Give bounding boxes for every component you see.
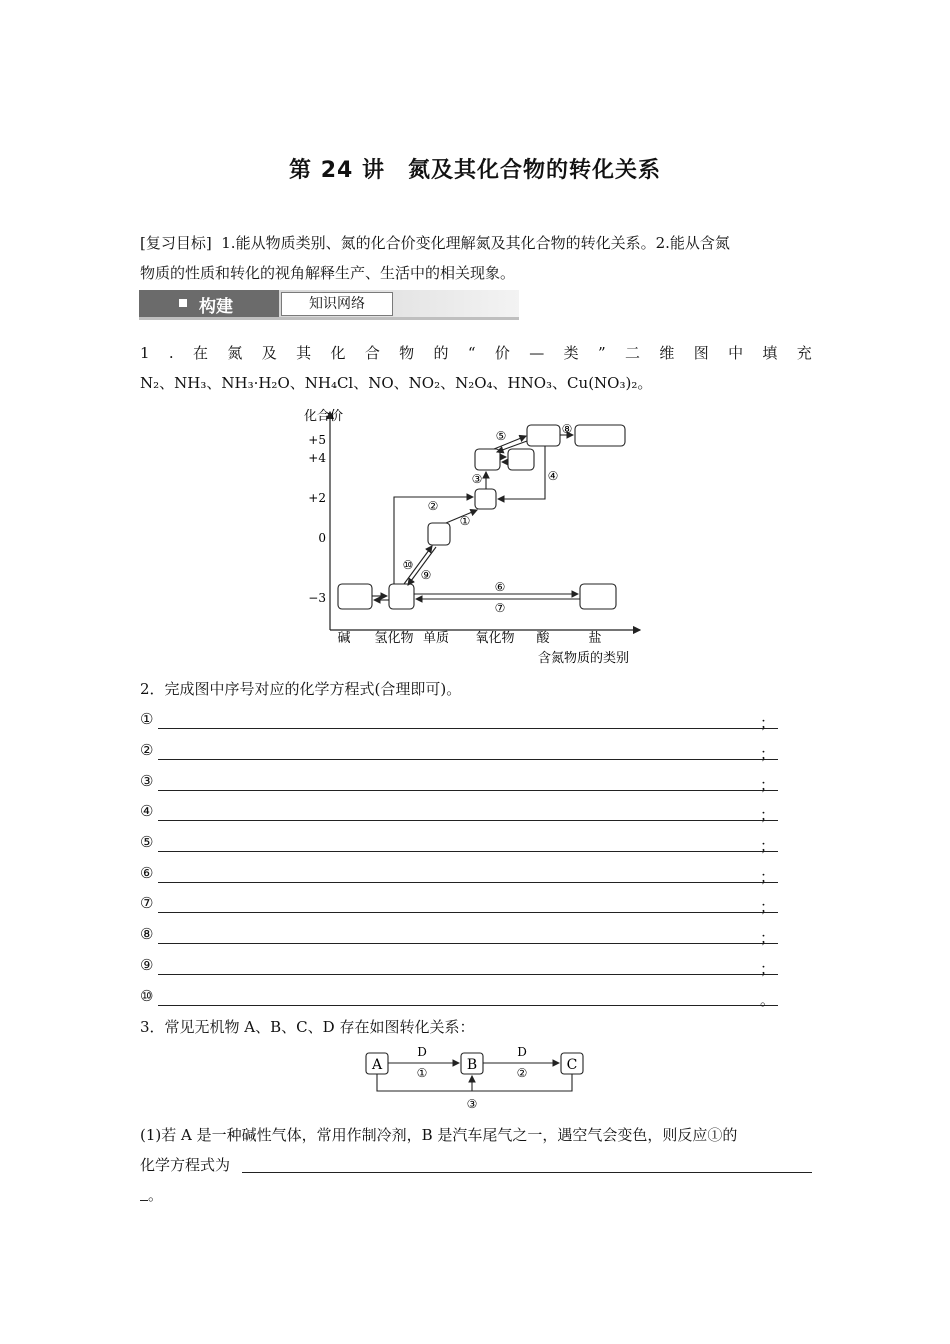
marker-1: ①	[459, 514, 471, 528]
answer-blank-1[interactable]: ① ；	[140, 706, 820, 736]
x-tick-oxide: 氧化物	[475, 631, 515, 646]
marker-8: ⑧	[561, 422, 573, 436]
square-bullet-icon	[179, 299, 187, 307]
marker-9: ⑨	[420, 568, 432, 582]
box-base	[338, 584, 372, 609]
reagent-d-1: D	[417, 1045, 427, 1059]
box-element	[428, 523, 450, 545]
label-c: C	[566, 1057, 578, 1073]
question-2: 2．完成图中序号对应的化学方程式(合理即可)。	[140, 680, 462, 698]
box-plus5-salt	[575, 425, 625, 446]
y-tick-plus5: +5	[308, 433, 326, 447]
y-axis-label: 化合价	[304, 409, 344, 424]
box-hydride	[389, 584, 414, 609]
marker-10: ⑩	[402, 558, 414, 572]
step-3: ③	[466, 1097, 478, 1111]
box-plus4-oxide-a	[475, 449, 500, 470]
answer-blank-10[interactable]: ⑩ 。	[140, 983, 820, 1013]
answer-blank-6[interactable]: ⑥ ；	[140, 860, 820, 890]
y-tick-plus2: +2	[308, 491, 326, 505]
question-1-line-1: 1 . 在 氮 及 其 化 合 物 的 “ 价 — 类 ” 二 维 图 中 填 充	[140, 344, 812, 362]
marker-5: ⑤	[495, 429, 507, 443]
x-axis-label: 含氮物质的类别	[538, 651, 630, 666]
marker-4: ④	[547, 469, 559, 483]
answer-blank-4[interactable]: ④ ；	[140, 798, 820, 828]
y-tick-plus4: +4	[308, 451, 326, 465]
x-tick-base: 碱	[337, 631, 351, 646]
question-3-part-1	[140, 1120, 812, 1210]
marker-6: ⑥	[494, 580, 506, 594]
marker-3: ③	[471, 472, 483, 486]
box-minus3-salt	[580, 584, 616, 609]
q3-sub1-line1: (1)若 A 是一种碱性气体，常用作制冷剂，B 是汽车尾气之一，遇空气会变色，则反应①的	[140, 1126, 738, 1144]
answer-blank-9[interactable]: ⑨ ；	[140, 952, 820, 982]
answer-blank-2[interactable]: ② ；	[140, 737, 820, 767]
x-tick-acid: 酸	[536, 631, 550, 646]
step-1: ①	[416, 1066, 428, 1080]
label-a: A	[371, 1057, 383, 1073]
review-objectives	[140, 228, 812, 288]
answer-blank-5[interactable]: ⑤ ；	[140, 829, 820, 859]
label-b: B	[466, 1057, 478, 1073]
y-tick-0: 0	[318, 531, 326, 545]
question-1	[140, 338, 812, 398]
box-plus4-oxide-b	[508, 449, 534, 470]
objectives-label: [复习目标]	[140, 234, 212, 252]
box-plus2-oxide	[475, 489, 496, 509]
banner-section-label: 构建	[199, 297, 233, 317]
objectives-text-1: 1.能从物质类别、氮的化合价变化理解氮及其化合物的转化关系。2.能从含氮	[221, 234, 730, 252]
reagent-d-2: D	[517, 1045, 527, 1059]
answer-blank-7[interactable]: ⑦ ；	[140, 890, 820, 920]
page-title: 第 24 讲 氮及其化合物的转化关系	[289, 158, 661, 183]
arrow-a-to-c-path	[377, 1074, 572, 1091]
question-3: 3．常见无机物 A、B、C、D 存在如图转化关系：	[140, 1018, 475, 1036]
x-tick-salt: 盐	[588, 631, 602, 646]
step-2: ②	[516, 1066, 528, 1080]
answer-blank-3[interactable]: ③ ；	[140, 768, 820, 798]
marker-7: ⑦	[494, 601, 506, 615]
y-tick-minus3: −3	[308, 591, 326, 605]
section-banner	[139, 290, 519, 320]
objectives-text-2: 物质的性质和转化的视角解释生产、生活中的相关现象。	[140, 264, 516, 282]
question-1-line-2: N₂、NH₃、NH₃·H₂O、NH₄Cl、NO、NO₂、N₂O₄、HNO₃、Cu(NO₃)₂。	[140, 374, 653, 392]
x-tick-hydride: 氢化物	[374, 631, 414, 646]
answer-blank-q3-1[interactable]	[242, 1172, 812, 1173]
abc-conversion-diagram	[360, 1045, 590, 1115]
marker-2: ②	[427, 499, 439, 513]
valence-class-diagram	[290, 398, 670, 670]
x-tick-element: 单质	[422, 631, 450, 646]
q3-sub1-end: 。	[148, 1186, 164, 1204]
answer-blank-8[interactable]: ⑧ ；	[140, 921, 820, 951]
banner-sub-label: 知识网络	[281, 292, 393, 316]
q3-sub1-line2: 化学方程式为	[140, 1156, 231, 1174]
box-acid	[527, 425, 560, 446]
